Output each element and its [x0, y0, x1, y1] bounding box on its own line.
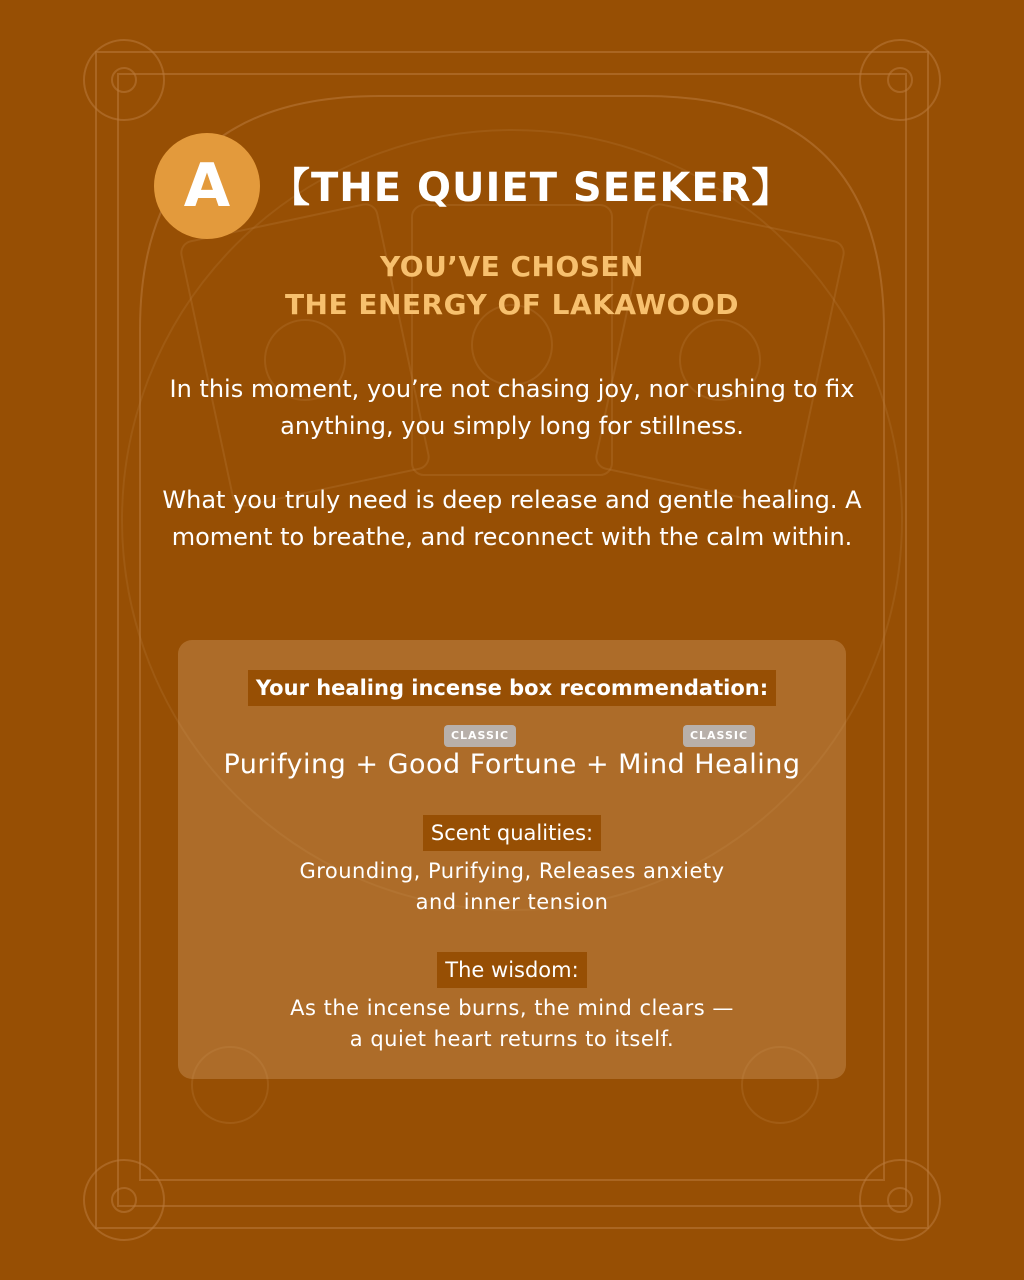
scent-line-2: and inner tension	[415, 890, 609, 914]
recommendation-label	[0, 670, 1024, 706]
subtitle-line-1: YOU’VE CHOSEN	[379, 250, 644, 283]
intro-paragraph: In this moment, you’re not chasing joy, nor rushing to fix anything, you simply long for stillness.	[169, 375, 855, 440]
wisdom-label	[0, 952, 1024, 988]
section-letter-badge: A	[154, 133, 260, 239]
page-title: 【THE QUIET SEEKER】	[270, 165, 793, 211]
subtitle	[0, 248, 1024, 324]
wisdom-text	[178, 993, 846, 1055]
incense-combo: Purifying + Good Fortune + Mind Healing	[223, 749, 801, 780]
scent-qualities-label	[0, 815, 1024, 851]
recommendation-label-text: Your healing incense box recommendation:	[248, 670, 776, 706]
classic-badge-mind-healing: CLASSIC	[683, 725, 755, 747]
scent-line-1: Grounding, Purifying, Releases anxiety	[299, 859, 725, 883]
scent-qualities-label-text: Scent qualities:	[423, 815, 601, 851]
need-paragraph: What you truly need is deep release and gentle healing. A moment to breathe, and reconnect with the calm within.	[162, 486, 862, 551]
scent-qualities-text	[178, 856, 846, 918]
subtitle-line-2: THE ENERGY OF LAKAWOOD	[284, 288, 740, 321]
wisdom-line-2: a quiet heart returns to itself.	[349, 1027, 675, 1051]
wisdom-line-1: As the incense burns, the mind clears —	[290, 996, 734, 1020]
classic-badge-good-fortune: CLASSIC	[444, 725, 516, 747]
wisdom-label-text: The wisdom:	[437, 952, 586, 988]
